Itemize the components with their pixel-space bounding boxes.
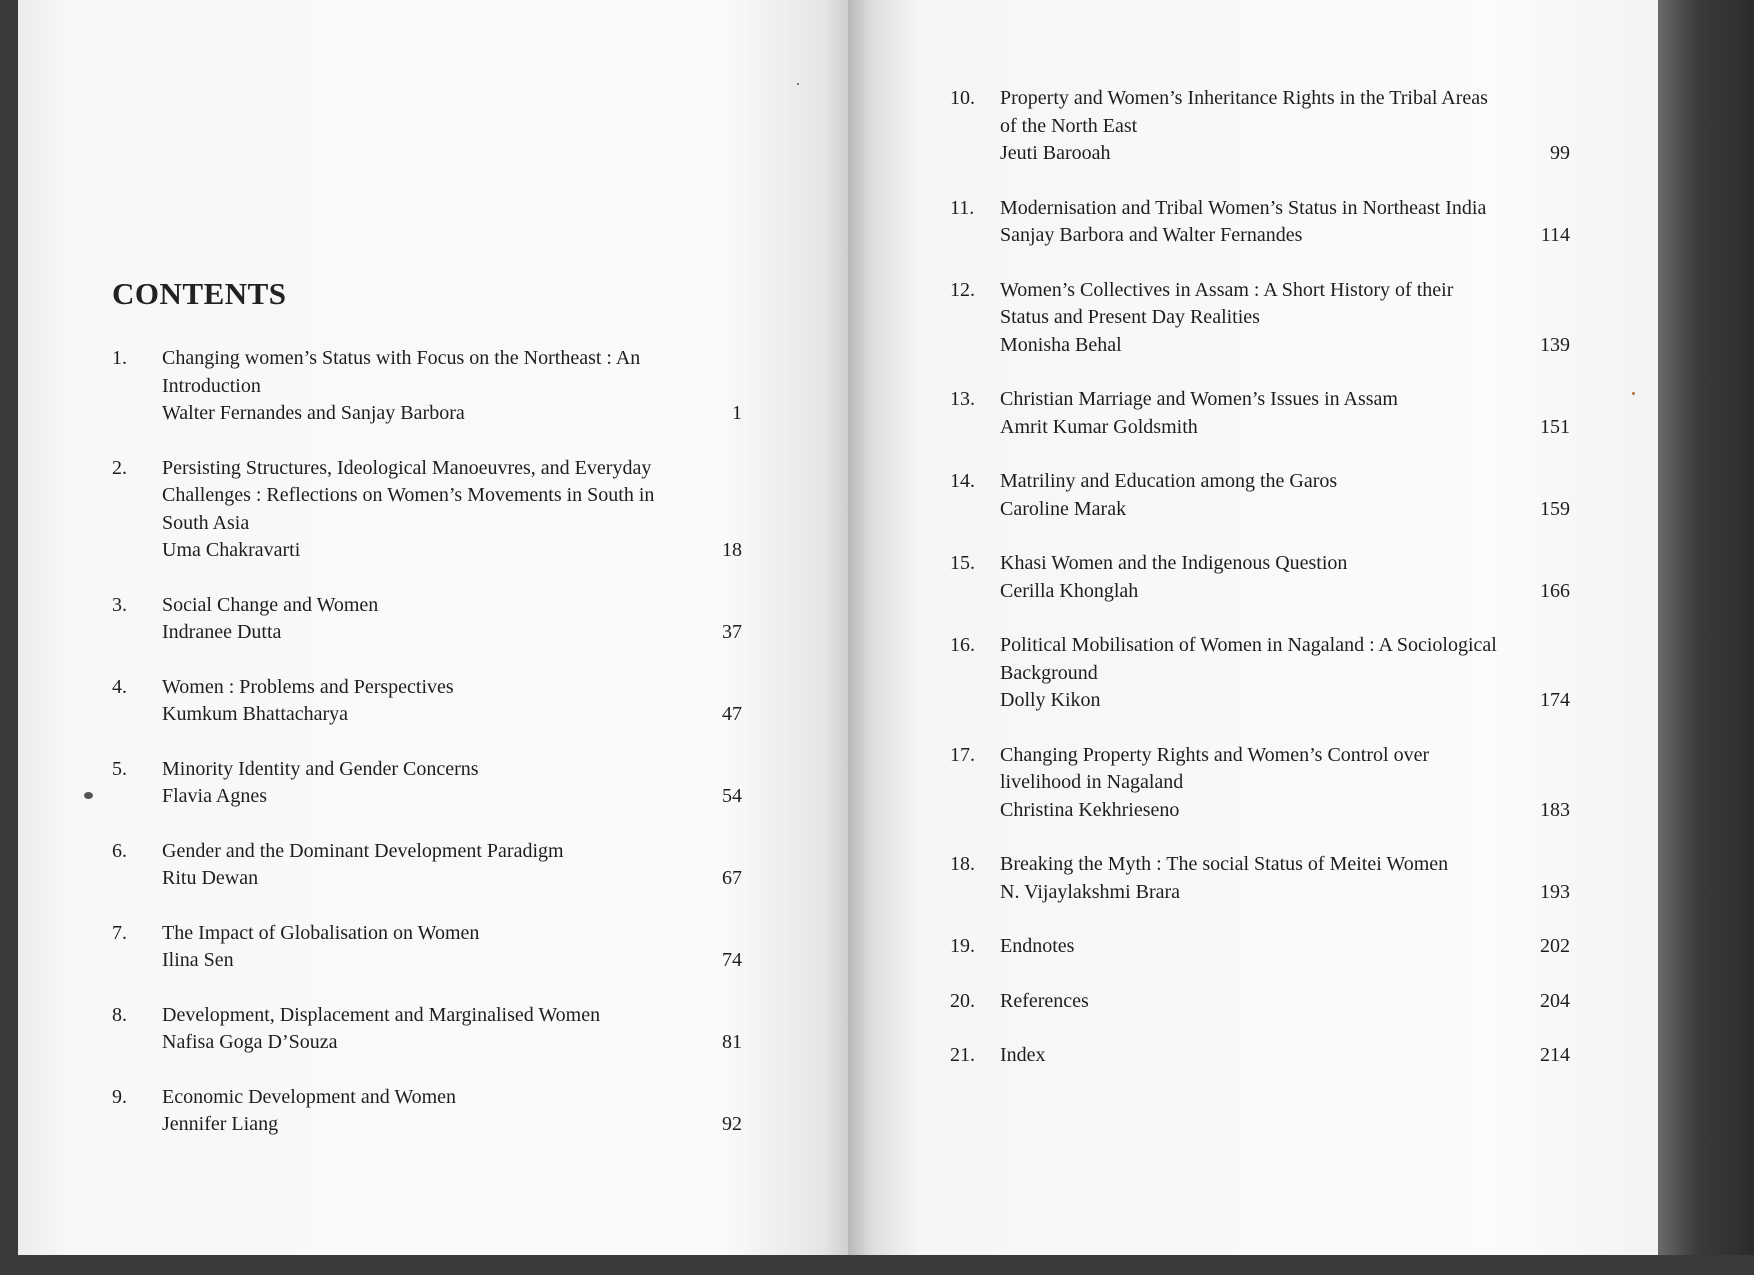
toc-entry-number: 4. bbox=[112, 675, 127, 698]
toc-entry-page-number: 54 bbox=[722, 785, 742, 807]
toc-entry-body bbox=[1000, 277, 1500, 360]
toc-entry bbox=[950, 85, 1570, 168]
toc-entry-body bbox=[162, 1002, 672, 1057]
toc-entry-body bbox=[1000, 933, 1500, 961]
toc-entry-body bbox=[1000, 195, 1500, 250]
toc-entry-author: Jennifer Liang bbox=[162, 1113, 279, 1135]
toc-entry-page-number: 166 bbox=[1540, 579, 1570, 602]
toc-entry-number: 13. bbox=[950, 388, 975, 410]
toc-entry bbox=[950, 742, 1570, 825]
toc-entry-author: N. Vijaylakshmi Brara bbox=[1000, 880, 1181, 903]
toc-entry-body bbox=[1000, 851, 1500, 906]
toc-entry-number: 17. bbox=[950, 743, 975, 766]
toc-entry-author: Jeuti Barooah bbox=[1000, 142, 1111, 164]
toc-entry-number: 1. bbox=[112, 347, 127, 369]
toc-entry bbox=[950, 386, 1570, 441]
toc-entry-page-number: 67 bbox=[722, 867, 742, 889]
toc-entry-number: 15. bbox=[950, 552, 975, 574]
toc-entry-title: Changing women’s Status with Focus on the Northeast : An Introduction bbox=[162, 347, 641, 397]
toc-entry-title: Christian Marriage and Women’s Issues in Assam bbox=[1000, 388, 1398, 410]
toc-entry-page-number: 204 bbox=[1540, 989, 1570, 1012]
toc-entry-number: 5. bbox=[112, 757, 127, 780]
toc-entry bbox=[112, 838, 742, 893]
toc-entry-number: 20. bbox=[950, 989, 975, 1012]
toc-entry-page-number: 99 bbox=[1550, 142, 1570, 164]
toc-entry bbox=[112, 1084, 742, 1139]
toc-entry-number: 3. bbox=[112, 593, 127, 616]
toc-entry-page-number: 214 bbox=[1540, 1044, 1570, 1066]
toc-entry-body bbox=[1000, 85, 1500, 168]
toc-entry-title: Index bbox=[1000, 1044, 1046, 1066]
toc-entry-body bbox=[1000, 468, 1500, 523]
toc-entry-title: Endnotes bbox=[1000, 935, 1075, 957]
toc-entry-body bbox=[1000, 1042, 1500, 1070]
toc-entry-title: Breaking the Myth : The social Status of Meitei Women bbox=[1000, 853, 1449, 875]
toc-entry bbox=[112, 1002, 742, 1057]
toc-entry-page-number: 47 bbox=[722, 703, 742, 725]
toc-entry-page-number: 18 bbox=[722, 539, 742, 561]
toc-entry-number: 9. bbox=[112, 1085, 127, 1108]
toc-list-left bbox=[112, 345, 742, 1166]
toc-entry-page-number: 151 bbox=[1540, 415, 1570, 438]
toc-entry-body bbox=[1000, 386, 1500, 441]
toc-entry bbox=[112, 455, 742, 565]
toc-entry bbox=[112, 920, 742, 975]
toc-entry-title: Khasi Women and the Indigenous Question bbox=[1000, 552, 1348, 574]
toc-entry-author: Walter Fernandes and Sanjay Barbora bbox=[162, 402, 465, 424]
toc-entry-author: Monisha Behal bbox=[1000, 333, 1122, 356]
toc-entry-author: Amrit Kumar Goldsmith bbox=[1000, 415, 1198, 438]
toc-entry-title: Property and Women’s Inheritance Rights in the Tribal Areas of the North East bbox=[1000, 87, 1488, 137]
toc-entry-author: Nafisa Goga D’Souza bbox=[162, 1031, 338, 1053]
toc-entry-author: Kumkum Bhattacharya bbox=[162, 703, 349, 725]
toc-entry-body bbox=[162, 1084, 672, 1139]
book-cover-edge bbox=[1658, 0, 1754, 1275]
toc-entry bbox=[950, 632, 1570, 715]
toc-entry-page-number: 92 bbox=[722, 1113, 742, 1135]
toc-entry-number: 12. bbox=[950, 278, 975, 301]
toc-entry-page-number: 81 bbox=[722, 1031, 742, 1053]
toc-entry-author: Cerilla Khonglah bbox=[1000, 579, 1139, 602]
toc-entry-body bbox=[1000, 550, 1500, 605]
toc-entry-title: Persisting Structures, Ideological Manoeuvres, and Everyday Challenges : Reflections on Women’s Movements in South in South Asia bbox=[162, 456, 655, 534]
toc-entry-body bbox=[1000, 632, 1500, 715]
toc-entry-author: Flavia Agnes bbox=[162, 785, 267, 807]
toc-entry-body bbox=[162, 345, 672, 428]
toc-list-right bbox=[950, 85, 1570, 1097]
toc-entry-page-number: 193 bbox=[1540, 880, 1570, 903]
toc-entry-title: Gender and the Dominant Development Paradigm bbox=[162, 839, 564, 862]
toc-entry bbox=[950, 277, 1570, 360]
toc-entry-number: 8. bbox=[112, 1003, 127, 1026]
toc-entry-title: Modernisation and Tribal Women’s Status in Northeast India bbox=[1000, 196, 1487, 219]
toc-entry bbox=[112, 345, 742, 428]
scan-bottom-edge bbox=[0, 1255, 1754, 1275]
toc-entry-number: 7. bbox=[112, 921, 127, 944]
toc-entry-number: 21. bbox=[950, 1044, 975, 1066]
toc-entry-author: Dolly Kikon bbox=[1000, 689, 1101, 711]
toc-entry-title: The Impact of Globalisation on Women bbox=[162, 921, 480, 944]
toc-entry-title: Changing Property Rights and Women’s Control over livelihood in Nagaland bbox=[1000, 743, 1430, 793]
toc-entry-body bbox=[162, 756, 672, 811]
toc-entry bbox=[950, 468, 1570, 523]
toc-entry-author: Caroline Marak bbox=[1000, 497, 1127, 520]
toc-entry-page-number: 37 bbox=[722, 621, 742, 643]
toc-entry-body bbox=[162, 674, 672, 729]
toc-entry-page-number: 139 bbox=[1540, 333, 1570, 356]
ink-speck bbox=[1632, 392, 1635, 395]
toc-entry-page-number: 159 bbox=[1540, 497, 1570, 520]
toc-entry-number: 6. bbox=[112, 839, 127, 862]
toc-entry bbox=[950, 851, 1570, 906]
toc-entry bbox=[112, 592, 742, 647]
toc-entry-page-number: 74 bbox=[722, 949, 742, 971]
toc-entry-body bbox=[162, 592, 672, 647]
toc-entry-title: Women : Problems and Perspectives bbox=[162, 675, 454, 698]
toc-entry-body bbox=[1000, 742, 1500, 825]
toc-entry-author: Ilina Sen bbox=[162, 949, 234, 971]
toc-entry-title: References bbox=[1000, 989, 1089, 1012]
toc-entry bbox=[950, 933, 1570, 961]
toc-entry-title: Minority Identity and Gender Concerns bbox=[162, 757, 479, 780]
toc-entry bbox=[950, 550, 1570, 605]
toc-entry bbox=[950, 1042, 1570, 1070]
toc-entry-title: Matriliny and Education among the Garos bbox=[1000, 470, 1338, 492]
toc-entry-page-number: 114 bbox=[1540, 224, 1570, 246]
toc-entry bbox=[112, 756, 742, 811]
toc-entry-page-number: 183 bbox=[1540, 798, 1570, 821]
toc-entry-number: 10. bbox=[950, 87, 975, 109]
toc-entry-author: Indranee Dutta bbox=[162, 621, 282, 643]
toc-entry-title: Economic Development and Women bbox=[162, 1085, 457, 1108]
toc-entry-author: Ritu Dewan bbox=[162, 867, 259, 889]
toc-entry bbox=[950, 195, 1570, 250]
toc-entry-number: 11. bbox=[950, 196, 975, 219]
toc-entry-body bbox=[162, 455, 672, 565]
ink-speck bbox=[84, 792, 93, 799]
toc-entry-author: Sanjay Barbora and Walter Fernandes bbox=[1000, 224, 1303, 246]
toc-entry-number: 16. bbox=[950, 634, 975, 656]
toc-entry-title: Women’s Collectives in Assam : A Short History of their Status and Present Day Realities bbox=[1000, 278, 1454, 328]
toc-entry-body bbox=[1000, 988, 1500, 1016]
toc-entry-number: 18. bbox=[950, 853, 975, 875]
toc-entry-body bbox=[162, 920, 672, 975]
toc-entry-number: 19. bbox=[950, 935, 975, 957]
toc-entry-body bbox=[162, 838, 672, 893]
toc-entry-number: 14. bbox=[950, 470, 975, 492]
toc-entry-title: Development, Displacement and Marginalised Women bbox=[162, 1003, 601, 1026]
contents-heading: CONTENTS bbox=[112, 276, 287, 311]
toc-entry bbox=[950, 988, 1570, 1016]
toc-entry-author: Uma Chakravarti bbox=[162, 539, 301, 561]
toc-entry-author: Christina Kekhrieseno bbox=[1000, 798, 1180, 821]
toc-entry-number: 2. bbox=[112, 456, 127, 479]
toc-entry bbox=[112, 674, 742, 729]
toc-entry-title: Social Change and Women bbox=[162, 593, 379, 616]
ink-speck bbox=[797, 83, 799, 85]
toc-entry-page-number: 1 bbox=[732, 402, 742, 424]
toc-entry-page-number: 174 bbox=[1540, 689, 1570, 711]
toc-entry-title: Political Mobilisation of Women in Nagaland : A Sociological Background bbox=[1000, 634, 1497, 684]
toc-entry-page-number: 202 bbox=[1540, 935, 1570, 957]
